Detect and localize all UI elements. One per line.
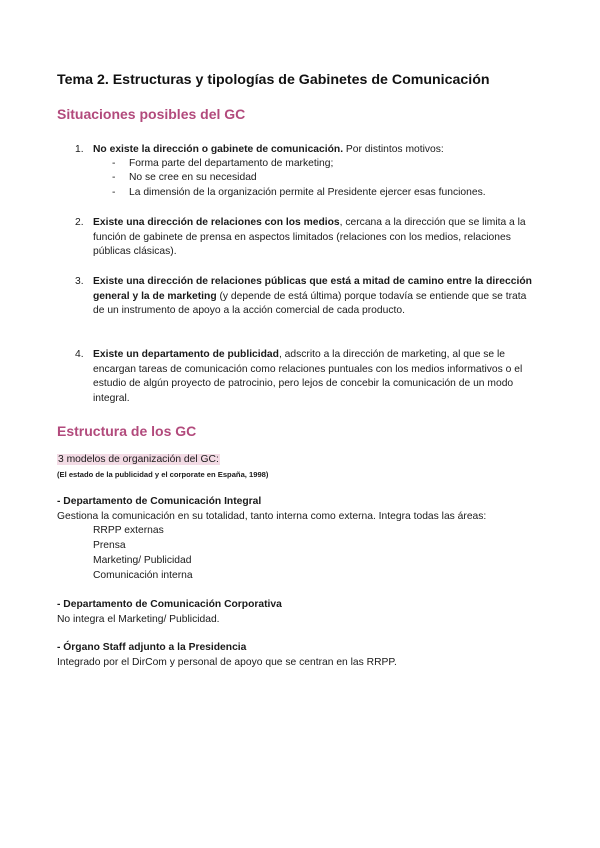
- list-number: 4.: [75, 349, 84, 360]
- model-title: - Órgano Staff adjunto a la Presidencia: [57, 642, 247, 653]
- area-item: Marketing/ Publicidad: [93, 555, 192, 566]
- model-desc: Integrado por el DirCom y personal de apoyo que se centran en las RRPP.: [57, 657, 397, 668]
- list-number: 1.: [75, 144, 84, 155]
- area-item: Comunicación interna: [93, 570, 193, 581]
- list-item-text: [93, 275, 533, 319]
- sub-item-text: La dimensión de la organización permite al Presidente ejercer esas funciones.: [129, 187, 486, 198]
- page-title: Tema 2. Estructuras y tipologías de Gabinetes de Comunicación: [57, 72, 490, 88]
- list-item-rest: (y depende de está última) porque todavía se entiende que se trata de un instrumento de apoyo a la acción comercial de cada producto.: [93, 290, 527, 316]
- area-item: RRPP externas: [93, 525, 164, 536]
- area-item: Prensa: [93, 540, 126, 551]
- list-item-bold: Existe un departamento de publicidad: [93, 349, 279, 360]
- model-title: - Departamento de Comunicación Integral: [57, 496, 262, 507]
- model-desc: No integra el Marketing/ Publicidad.: [57, 614, 220, 625]
- list-number: 2.: [75, 217, 84, 228]
- model-title: - Departamento de Comunicación Corporativa: [57, 599, 282, 610]
- list-item-bold: Existe una dirección de relaciones públicas que está a mitad de camino entre la dirección general y la de marketing: [93, 276, 532, 302]
- list-item-rest: , cercana a la dirección que se limita a la función de gabinete de prensa en aspectos limitados (relaciones con los medios, relaciones públicas clásicas).: [93, 217, 526, 257]
- list-number: 3.: [75, 276, 84, 287]
- section-heading-estructura: Estructura de los GC: [57, 423, 197, 439]
- sub-item-text: No se cree en su necesidad: [129, 172, 257, 183]
- section-heading-situaciones: Situaciones posibles del GC: [57, 106, 246, 122]
- list-item-text: [93, 143, 533, 158]
- list-item-rest: Por distintos motivos:: [343, 144, 444, 155]
- sub-item-text: Forma parte del departamento de marketing;: [129, 158, 334, 169]
- source-note: (El estado de la publicidad y el corporate en España, 1998): [57, 470, 269, 479]
- list-item-rest: , adscrito a la dirección de marketing, al que se le encargan tareas de comunicación como relaciones puntuales con los medios informativos o el estudio de algún proyecto de patrocinio, pero lejos de concebir la comunicación de un modo integral.: [93, 349, 523, 404]
- list-item-bold: No existe la dirección o gabinete de comunicación.: [93, 144, 344, 155]
- document-page: Tema 2. Estructuras y tipologías de Gabinetes de Comunicación Situaciones posibles del GC 1. No existe la dirección o gabinete de comunicación. Por distintos motivos: - Forma parte del departamento de marketing; - No se cree en su necesidad - La dimensión de la organización permite al Presidente ejercer esas funciones. 2. Existe una dirección de relaciones con los medios, cercana a la dirección que se limita a la función de gabinete de prensa en aspectos limitados (relaciones con los medios, relaciones públicas clásicas). 3. Existe una dirección de relaciones públicas que está a mitad de camino entre la dirección general y la de marketing (y depende de está última) porque todavía se entiende que se trata de un instrumento de apoyo a la acción comercial de cada producto. 4. Existe un departamento de publicidad, adscrito a la dirección de marketing, al que se le encargan tareas de comunicación como relaciones puntuales con los medios informativos o el estudio de algún proyecto de patrocinio, pero lejos de concebir la comunicación de un modo integral. Estructura de los GC 3 modelos de organización del GC: (El estado de la publicidad y el corporate en España, 1998) - Departamento de Comunicación Integral Gestiona la comunicación en su totalidad, tanto interna como externa. Integra todas las áreas: RRPP externas Prensa Marketing/ Publicidad Comunicación interna - Departamento de Comunicación Corporativa No integra el Marketing/ Publicidad. - Órgano Staff adjunto a la Presidencia Integrado por el DirCom y personal de apoyo que se centran en las RRPP.: [0, 0, 600, 848]
- model-desc: Gestiona la comunicación en su totalidad, tanto interna como externa. Integra todas las áreas:: [57, 511, 487, 522]
- highlighted-text: 3 modelos de organización del GC:: [58, 454, 219, 465]
- list-item-bold: Existe una dirección de relaciones con los medios: [93, 217, 340, 228]
- list-item-text: [93, 348, 533, 406]
- list-item-text: [93, 216, 533, 260]
